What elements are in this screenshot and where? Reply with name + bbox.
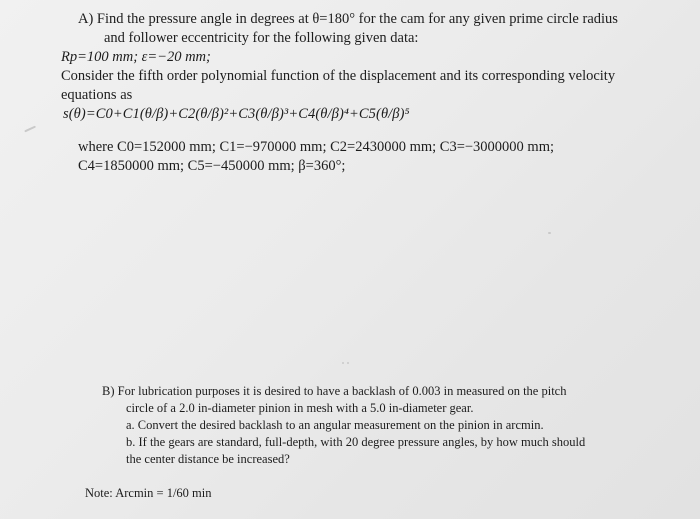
paper-mark [24,126,36,132]
arcmin-note: Note: Arcmin = 1/60 min [85,486,212,500]
paper-speck [347,362,349,364]
part-b-question-a: a. Convert the desired backlash to an angular measurement on the pinion in arcmin. [126,418,544,432]
paper-speck [548,232,551,234]
part-a-question-line-1: A) Find the pressure angle in degrees at θ=180° for the cam for any given prime circle radius [78,11,618,27]
part-b-question-line-2: circle of a 2.0 in-diameter pinion in mesh with a 5.0 in-diameter gear. [126,401,474,415]
part-b-question-b-line-1: b. If the gears are standard, full-depth, with 20 degree pressure angles, by how much should [126,435,586,449]
coefficients-line-2: C4=1850000 mm; C5=−450000 mm; β=360°; [78,158,346,174]
part-b-question-line-1: B) For lubrication purposes it is desired to have a backlash of 0.003 in measured on the pitch [102,384,567,398]
paper-speck [342,362,344,364]
part-a-instruction-line-1: Consider the fifth order polynomial function of the displacement and its corresponding velocity [61,68,616,84]
part-a-question-line-2: and follower eccentricity for the following given data: [104,30,419,46]
part-a-instruction-line-2: equations as [61,87,133,103]
part-b-question-b-line-2: the center distance be increased? [126,452,290,466]
coefficients-line-1: where C0=152000 mm; C1=−970000 mm; C2=2430000 mm; C3=−3000000 mm; [78,139,555,155]
displacement-formula: s(θ)=C0+C1(θ/β)+C2(θ/β)²+C3(θ/β)³+C4(θ/β)⁴+C5(θ/β)⁵ [63,106,410,122]
part-a-given-data: Rp=100 mm; ε=−20 mm; [61,49,211,65]
